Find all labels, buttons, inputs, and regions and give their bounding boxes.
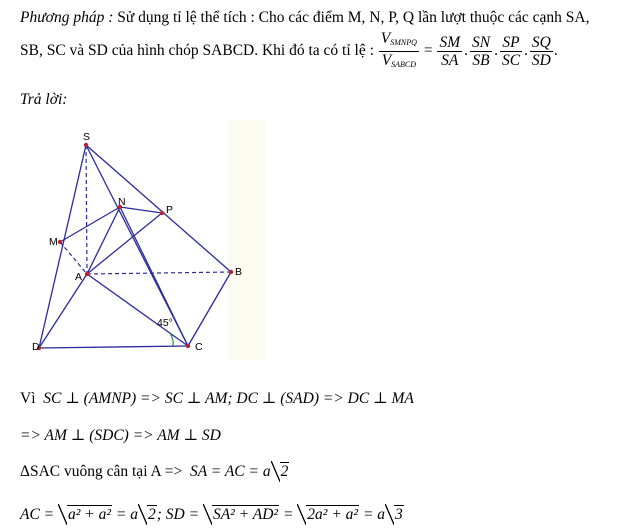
edge-da xyxy=(39,274,87,348)
fraction-sq-sd: $\frac{SQ}{SD}$ xyxy=(531,34,551,69)
point-m xyxy=(58,240,62,244)
sqrt-2: 2 xyxy=(271,462,290,482)
method-text-1: Sử dụng tỉ lệ thể tích : Cho các điểm M, N, P, Q lần lượt thuộc các cạnh SA, xyxy=(117,9,590,26)
label-m: M xyxy=(49,236,58,248)
pyramid-figure xyxy=(20,120,265,360)
method-line-2: SB, SC và SD của hình chóp SABCD. Khi đó ta có tỉ lệ : $\frac{V_{SMNPQ}}{V_{SABCD}}$ = $\frac{SM}{SA}$ . $\frac{SN}{SB}$ . $\frac{SP}{SC}$ . $\frac{SQ}{SD}$ . xyxy=(20,30,558,73)
point-a xyxy=(85,272,89,276)
answer-label: Trả lời: xyxy=(20,91,68,108)
method-line-1 xyxy=(20,8,590,28)
fraction-sm-sa: $\frac{SM}{SA}$ xyxy=(439,34,461,69)
label-d: D xyxy=(32,341,40,353)
point-b xyxy=(229,270,233,274)
sqrt-sa2-ad2: SA² + AD² xyxy=(203,505,279,525)
perpendicular-statement-1: SC ⊥ (AMNP) => SC ⊥ AM; DC ⊥ (SAD) => DC ⊥ MA xyxy=(43,390,414,407)
point-p xyxy=(160,211,164,215)
solid-edges xyxy=(39,145,231,348)
figure-background-strip xyxy=(228,120,265,360)
volume-ratio-fraction: $\frac{V_{SMNPQ}}{V_{SABCD}}$ xyxy=(380,30,417,69)
edge-nc xyxy=(120,207,188,346)
edge-ab xyxy=(87,272,231,274)
answer-line-4: AC = a² + a² = a 2; SD = SA² + AD² = 2a² + a² = a 3 xyxy=(20,506,403,523)
edge-sb xyxy=(86,145,231,272)
point-s xyxy=(84,143,88,147)
edge-ac xyxy=(87,274,188,346)
label-c: C xyxy=(195,341,203,353)
answer-line-2: => AM ⊥ (SDC) => AM ⊥ SD xyxy=(20,427,221,444)
edge-dc xyxy=(39,346,188,348)
sqrt-2a2-a2: 2a² + a² xyxy=(297,505,359,525)
point-c xyxy=(186,344,190,348)
fraction-sp-sc: $\frac{SP}{SC}$ xyxy=(501,34,521,69)
edge-sa xyxy=(86,145,87,274)
sqrt-a2-plus-a2: a² + a² xyxy=(58,505,112,525)
edge-cb xyxy=(188,272,231,346)
label-b: B xyxy=(235,266,243,278)
label-p: P xyxy=(166,204,174,216)
answer-line-1: Vì SC ⊥ (AMNP) => SC ⊥ AM; DC ⊥ (SAD) => DC ⊥ MA xyxy=(20,390,414,407)
fraction-sn-sb: $\frac{SN}{SB}$ xyxy=(471,34,491,69)
label-n: N xyxy=(118,196,126,208)
method-label: Phương pháp : xyxy=(20,9,114,26)
label-angle: 45° xyxy=(157,317,173,329)
sqrt-3: 3 xyxy=(385,505,404,525)
answer-line-3: ΔSAC vuông cân tại A => SA = AC = a 2 xyxy=(20,463,289,480)
method-text-2: SB, SC và SD của hình chóp SABCD. Khi đó ta có tỉ lệ : xyxy=(20,42,374,60)
edge-np xyxy=(120,207,162,213)
hidden-edges xyxy=(60,145,231,274)
edge-ma xyxy=(60,242,87,274)
sqrt-2b: 2 xyxy=(138,505,157,525)
label-a: A xyxy=(75,271,83,283)
edge-sd xyxy=(39,145,86,348)
label-s: S xyxy=(83,131,91,143)
